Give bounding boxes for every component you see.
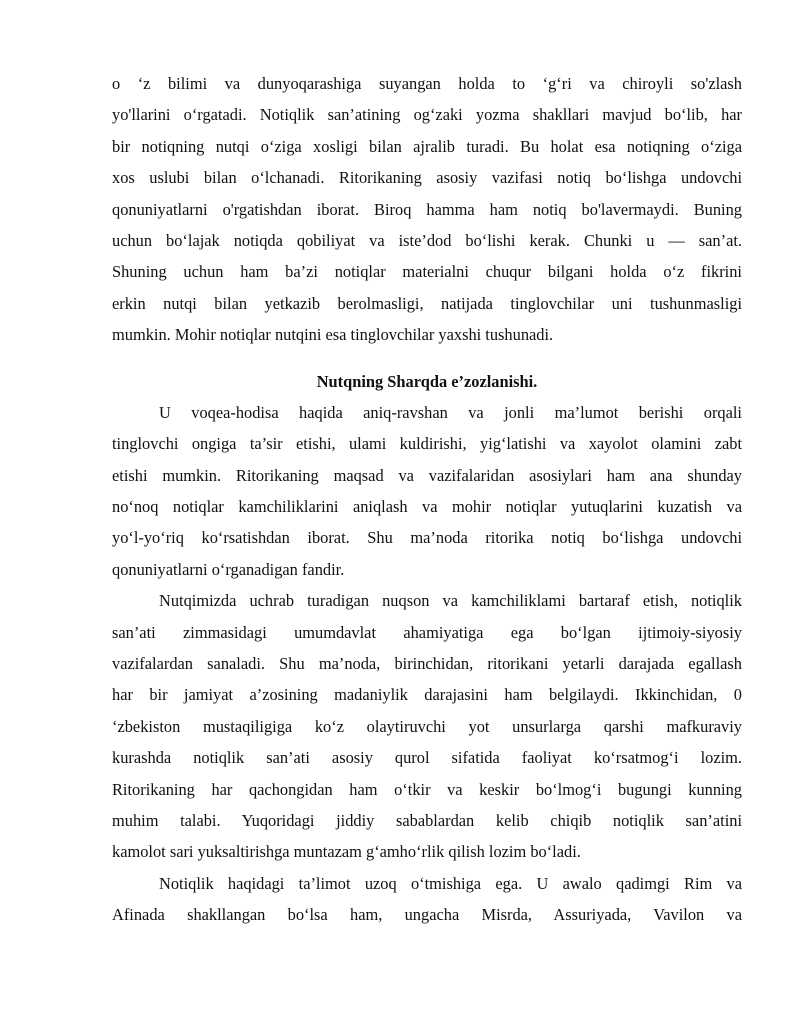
text-line: Ritorikaning har qachongidan ham o‘tkir va keskir bo‘lmog‘i bugungi kunning [112,779,742,799]
paragraph-2 [112,397,742,585]
text-line: Nutqimizda uchrab turadigan nuqson va kamchiliklami bartaraf etish, notiqlik [159,591,742,611]
text-line: san’ati zimmasidagi umumdavlat ahamiyatiga ega bo‘lgan ijtimoiy-siyosiy [112,622,742,642]
text-line: Shuning uchun ham ba’zi notiqlar materialni chuqur bilgani holda o‘z fikrini [112,262,742,282]
text-line: erkin nutqi bilan yetkazib berolmasligi, natijada tinglovchilar uni tushunmasligi [112,293,742,313]
text-line: kurashda notiqlik san’ati asosiy qurol sifatida faoliyat ko‘rsatmog‘i lozim. [112,748,742,768]
text-line: tinglovchi ongiga ta’sir etishi, ulami kuldirishi, yig‘latishi va xayolot olamini zabt [112,434,742,454]
paragraph-1 [112,68,742,351]
text-line: no‘noq notiqlar kamchiliklarini aniqlash va mohir notiqlar yutuqlarini kuzatish va [112,497,742,517]
document-page [112,68,742,931]
text-line: o ‘z bilimi va dunyoqarashiga suyangan holda to ‘g‘ri va chiroyli so'zlash [112,74,742,93]
text-line: Notiqlik haqidagi ta’limot uzoq o‘tmishiga ega. U awalo qadimgi Rim va [159,873,742,893]
text-line: uchun bo‘lajak notiqda qobiliyat va iste’dod bo‘lishi kerak. Chunki u — san’at. [112,230,742,250]
text-line: yo'llarini o‘rgatadi. Notiqlik san’atining og‘zaki yozma shakllari mavjud bo‘lib, har [112,105,742,125]
text-line: yo‘l-yo‘riq ko‘rsatishdan iborat. Shu ma’noda ritorika notiq bo‘lishga undovchi [112,528,742,548]
text-line: qonuniyatlarni o'rgatishdan iborat. Biroq hamma ham notiq bo'lavermaydi. Buning [112,199,742,219]
paragraph-4 [112,868,742,931]
text-line: vazifalardan sanaladi. Shu ma’noda, birinchidan, ritorikani yetarli darajada egallash [112,654,742,674]
text-line: qonuniyatlarni o‘rganadigan fandir. [112,559,345,579]
text-line: ‘zbekiston mustaqiligiga ko‘z olaytiruvchi yot unsurlarga qarshi mafkuraviy [112,716,742,736]
text-line: bir notiqning nutqi o‘ziga xosligi bilan ajralib turadi. Bu holat esa notiqning o‘ziga [112,136,742,156]
text-line: mumkin. Mohir notiqlar nutqini esa tinglovchilar yaxshi tushunadi. [112,325,554,345]
text-line: muhim talabi. Yuqoridagi jiddiy sabablardan kelib chiqib notiqlik san’atini [112,810,742,830]
text-line: etishi mumkin. Ritorikaning maqsad va vazifalaridan asosiylari ham ana shunday [112,465,742,485]
paragraph-3 [112,585,742,868]
text-line: xos uslubi bilan o‘lchanadi. Ritorikaning asosiy vazifasi notiq bo‘lishga undovchi [112,168,742,188]
text-line: Afinada shakllangan bo‘lsa ham, ungacha Misrda, Assuriyada, Vavilon va [112,905,742,925]
text-line: U voqea-hodisa haqida aniq-ravshan va jonli ma’lumot berishi orqali [159,402,742,422]
section-heading: Nutqning Sharqda e’zozlanishi. [316,371,538,391]
text-line: har bir jamiyat a’zosining madaniylik darajasini ham belgilaydi. Ikkinchidan, 0 [112,685,742,705]
text-line: kamolot sari yuksaltirishga muntazam g‘amho‘rlik qilish lozim bo‘ladi. [112,842,581,862]
